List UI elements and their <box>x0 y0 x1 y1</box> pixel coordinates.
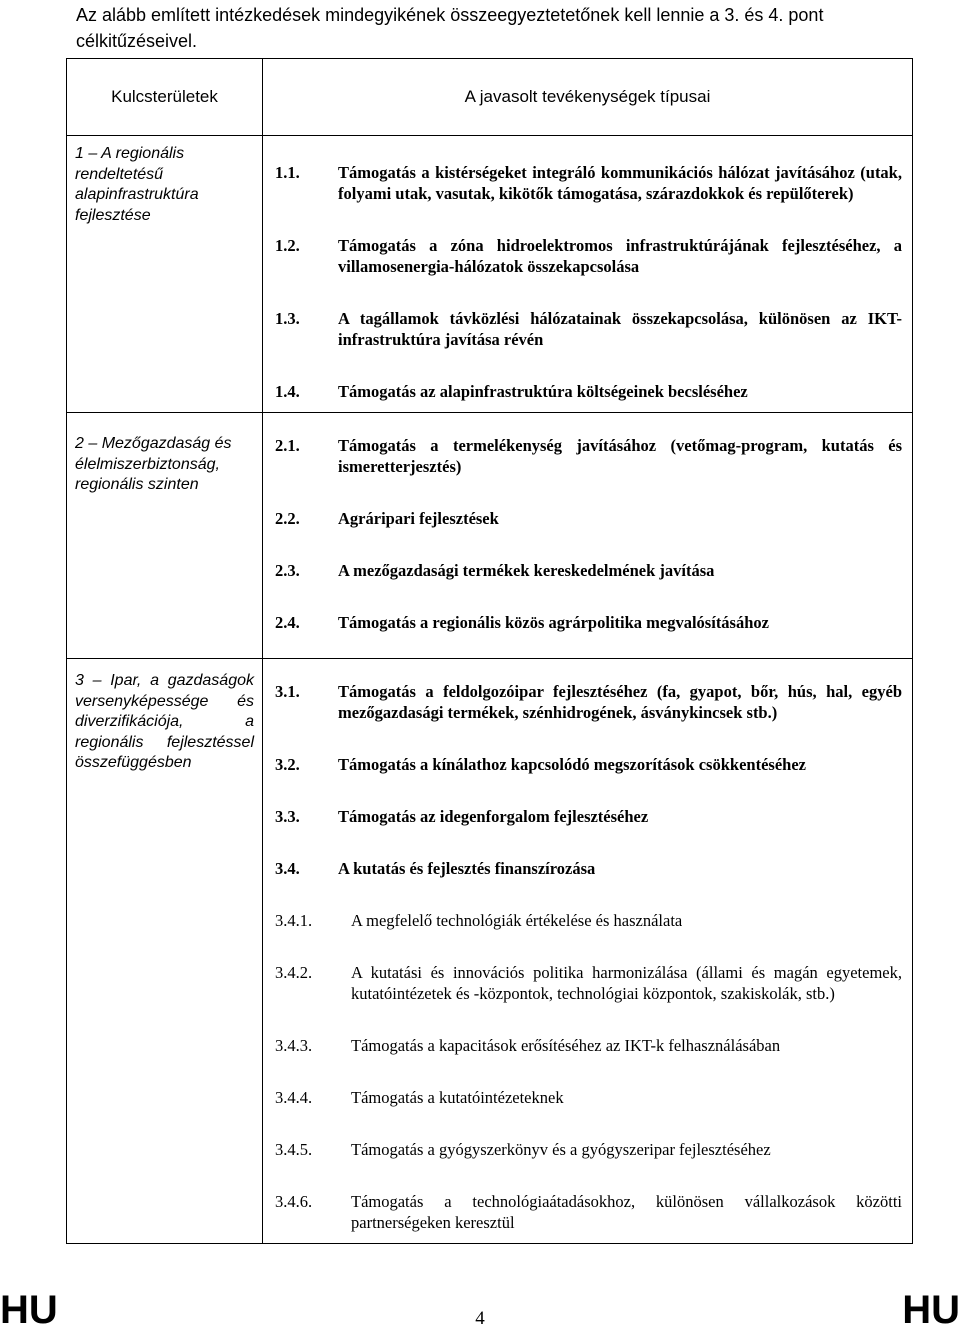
key-area-1: 1 – A regionális rendeltetésű alapinfrastruktúra fejlesztése <box>67 136 263 413</box>
action-item <box>275 806 902 827</box>
actions-cell-1 <box>263 136 913 413</box>
action-text: A mezőgazdasági termékek kereskedelmének javítása <box>338 561 715 580</box>
table-row <box>67 659 913 1244</box>
action-number: 2.2. <box>275 509 300 528</box>
subaction-number: 3.4.3. <box>275 1036 313 1055</box>
action-item <box>275 560 902 581</box>
subaction-number: 3.4.5. <box>275 1140 313 1159</box>
actions-cell-2 <box>263 413 913 659</box>
subaction-text: Támogatás a gyógyszerkönyv és a gyógyszeripar fejlesztéséhez <box>351 1140 771 1159</box>
action-item <box>275 754 902 775</box>
table-header-row <box>67 59 913 136</box>
actions-cell-3 <box>263 659 913 1244</box>
subaction-item <box>275 1035 902 1056</box>
action-number: 2.1. <box>275 436 300 455</box>
subaction-number: 3.4.6. <box>275 1192 313 1211</box>
subaction-item <box>275 1087 902 1108</box>
action-item <box>275 508 902 529</box>
action-text: Támogatás az alapinfrastruktúra költségeinek becsléséhez <box>338 382 748 401</box>
key-area-3: 3 – Ipar, a gazdaságok versenyképessége és diverzifikációja, a regionális fejlesztéssel összefüggésben <box>67 659 263 1244</box>
subaction-item <box>275 910 902 931</box>
action-item <box>275 435 902 477</box>
intro-paragraph: Az alább említett intézkedések mindegyikének összeegyeztetetőnek kell lennie a 3. és 4. pont célkitűzéseivel. <box>76 5 824 51</box>
subaction-number: 3.4.1. <box>275 911 313 930</box>
subaction-text: Támogatás a technológiaátadásokhoz, különösen vállalkozások közötti partnerségeken keresztül <box>351 1192 902 1232</box>
table-row <box>67 413 913 659</box>
action-item <box>275 162 902 204</box>
action-number: 2.3. <box>275 561 300 580</box>
action-number: 1.2. <box>275 236 300 255</box>
action-item <box>275 681 902 723</box>
action-text: A tagállamok távközlési hálózatainak összekapcsolása, különösen az IKT-infrastruktúra javítása révén <box>338 309 902 349</box>
action-number: 1.4. <box>275 382 300 401</box>
action-item <box>275 612 902 633</box>
action-text: Agráripari fejlesztések <box>338 509 499 528</box>
key-area-2: 2 – Mezőgazdaság és élelmiszerbiztonság, regionális szinten <box>67 413 263 659</box>
activities-table <box>66 58 913 1244</box>
subaction-number: 3.4.4. <box>275 1088 313 1107</box>
action-text: Támogatás a kistérségeket integráló kommunikációs hálózat javításához (utak, folyami utak, vasutak, kikötők támogatása, szárazdokkok és repülőterek) <box>338 163 902 203</box>
header-key-areas: Kulcsterületek <box>67 59 263 136</box>
action-text: Támogatás a termelékenység javításához (vetőmag-program, kutatás és ismeretterjesztés) <box>338 436 902 476</box>
action-number: 1.3. <box>275 309 300 328</box>
header-activity-types: A javasolt tevékenységek típusai <box>263 59 913 136</box>
subaction-text: Támogatás a kutatóintézeteknek <box>351 1088 564 1107</box>
action-text: Támogatás a zóna hidroelektromos infrastruktúrájának fejlesztéséhez, a villamosenergia-hálózatok összekapcsolása <box>338 236 902 276</box>
subaction-number: 3.4.2. <box>275 963 313 982</box>
action-number: 1.1. <box>275 163 300 182</box>
action-text: Támogatás a regionális közös agrárpolitika megvalósításához <box>338 613 769 632</box>
action-number: 3.3. <box>275 807 300 826</box>
action-text: Támogatás a kínálathoz kapcsolódó megszorítások csökkentéséhez <box>338 755 806 774</box>
action-text: Támogatás az idegenforgalom fejlesztéséhez <box>338 807 649 826</box>
table-row <box>67 136 913 413</box>
subaction-text: A megfelelő technológiák értékelése és használata <box>351 911 683 930</box>
action-text: A kutatás és fejlesztés finanszírozása <box>338 859 596 878</box>
footer-language-code-left: HU <box>0 1288 58 1332</box>
action-number: 3.4. <box>275 859 300 878</box>
subaction-text: Támogatás a kapacitások erősítéséhez az IKT-k felhasználásában <box>351 1036 781 1055</box>
action-text: Támogatás a feldolgozóipar fejlesztéséhez (fa, gyapot, bőr, hús, hal, egyéb mezőgazdasági termékek, szénhidrogének, ásványkincsek stb.) <box>338 682 902 722</box>
footer-language-code-right: HU <box>902 1288 960 1332</box>
action-number: 2.4. <box>275 613 300 632</box>
page-number: 4 <box>475 1308 485 1329</box>
action-item <box>275 235 902 277</box>
subaction-text: A kutatási és innovációs politika harmonizálása (állami és magán egyetemek, kutatóintézetek és -központok, technológiai központok, szakiskolák, stb.) <box>351 963 902 1003</box>
subaction-item <box>275 1139 902 1160</box>
action-number: 3.2. <box>275 755 300 774</box>
action-item <box>275 308 902 350</box>
subaction-item <box>275 1191 902 1233</box>
subaction-item <box>275 962 902 1004</box>
action-item <box>275 381 902 402</box>
action-number: 3.1. <box>275 682 300 701</box>
action-item <box>275 858 902 879</box>
